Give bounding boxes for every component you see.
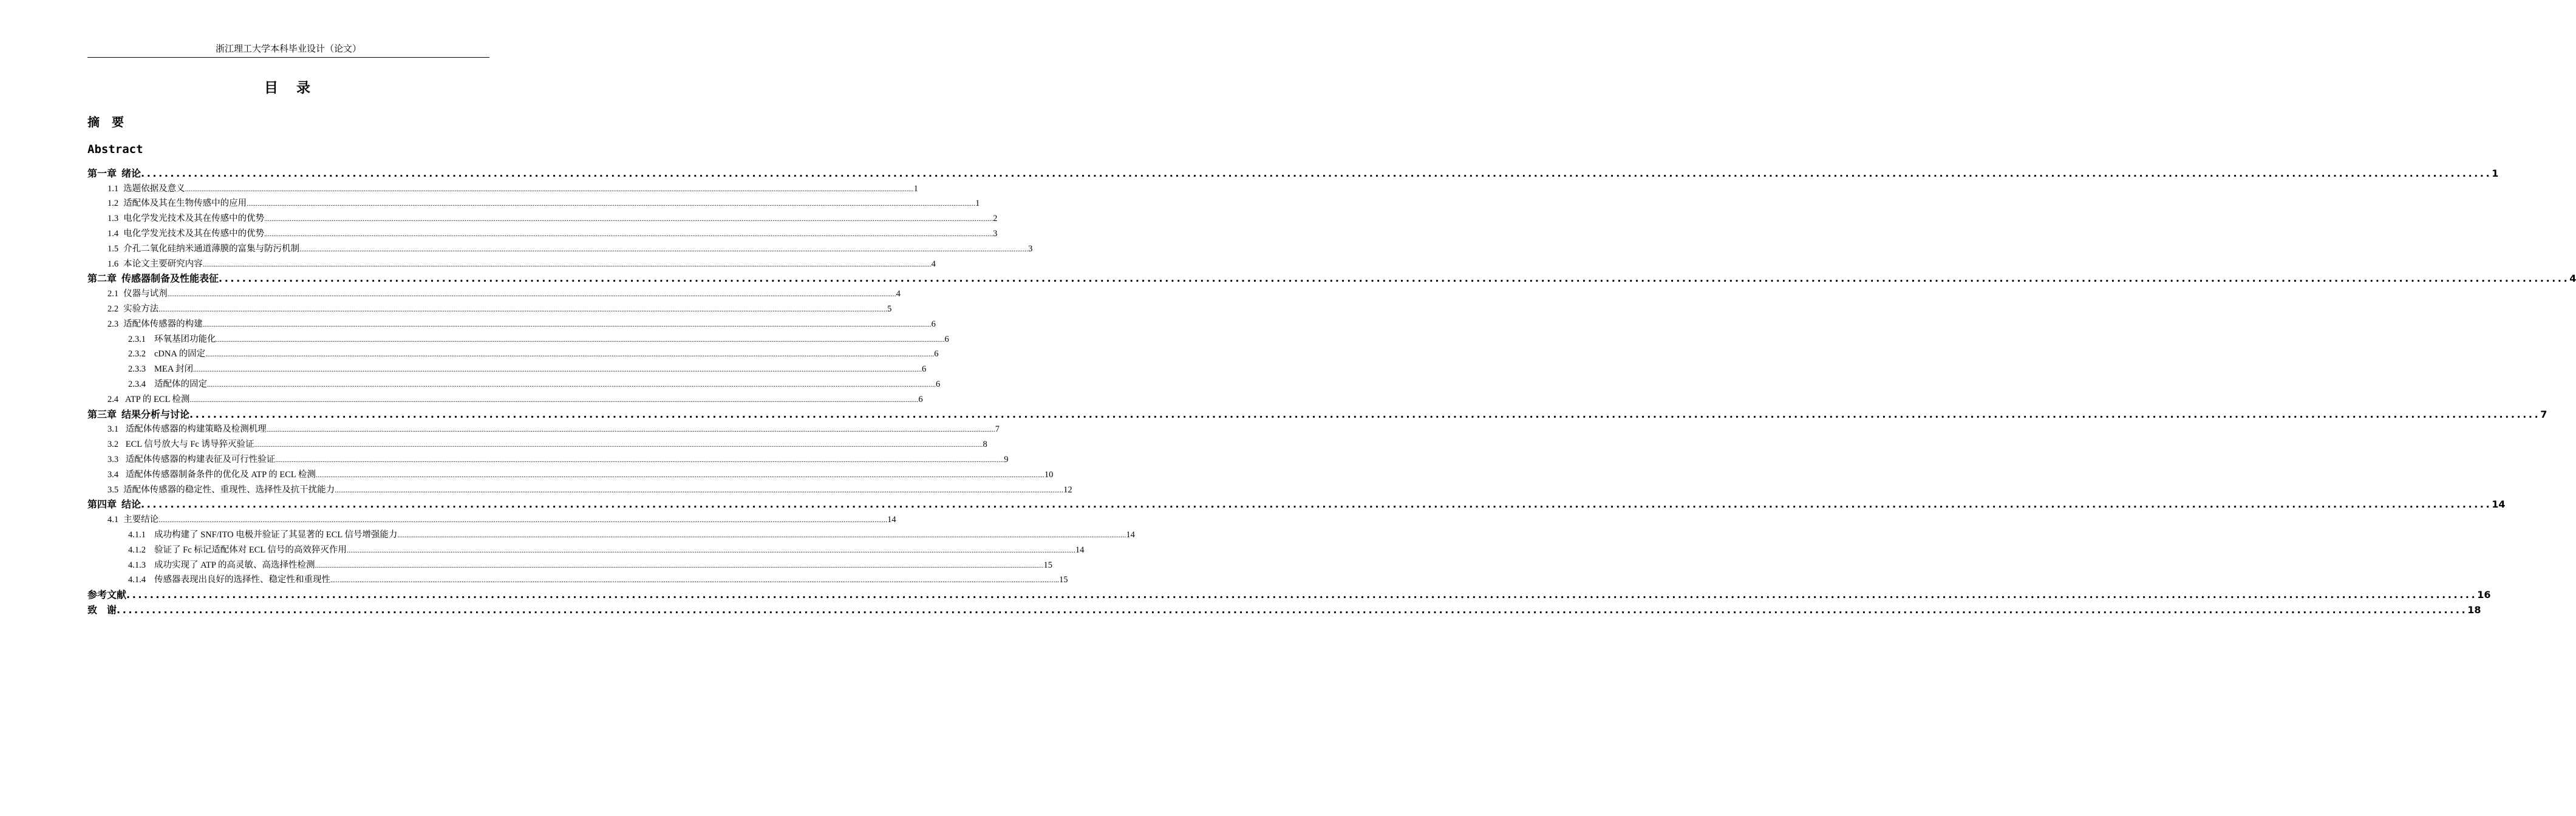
toc-entry-text: 适配体传感器的构建: [123, 319, 203, 329]
toc-entry-page: 2: [993, 214, 998, 224]
toc-entry-page: 15: [1043, 560, 1052, 570]
toc-entry-text: 绪论: [121, 167, 141, 179]
toc-entry-page: 12: [1063, 484, 1072, 495]
toc-list: [87, 165, 2576, 616]
toc-leader-dots: ................................................................................................................................................................................................................................................................................................................................................................................................................: [158, 304, 888, 313]
toc-entry-number: 1.1: [107, 183, 119, 194]
page-header: 浙江理工大学本科毕业设计（论文）: [87, 41, 489, 58]
toc-entry-number: 2.3.1: [128, 334, 146, 344]
toc-entry[interactable]: [87, 345, 939, 361]
toc-entry-page: 18: [2467, 604, 2481, 616]
toc-leader-dots: ................................................................................................................................................................................................................................................................................................................................................................................................................: [247, 199, 976, 208]
toc-entry-page: 3: [1028, 243, 1033, 254]
toc-entry-text: 实验方法: [123, 304, 159, 314]
toc-entry-page: 3: [993, 228, 998, 239]
toc-entry[interactable]: [87, 481, 1072, 496]
toc-entry-text: 介孔二氧化硅纳米通道薄膜的富集与防污机制: [123, 243, 300, 254]
toc-leader-dots: ................................................................................................................................................................................................................................................................................................................................................................................................................: [275, 455, 1004, 464]
toc-entry-page: 1: [975, 199, 980, 209]
toc-entry-text: 适配体及其在生物传感中的应用: [123, 199, 247, 209]
toc-leader-dots: ................................................................................................................................................................................................................................................................................................................................................................................................................: [264, 229, 993, 238]
toc-entry-page: 8: [983, 440, 987, 450]
toc-entry-title: [107, 213, 264, 225]
toc-leader-dots: ................................................................................................................................................................................................................................................................................................................................................................................................................: [266, 425, 995, 434]
toc-entry-title: [128, 574, 330, 586]
toc-entry[interactable]: [87, 390, 923, 406]
toc-entry-number: 4.1: [107, 515, 119, 525]
toc-entry-text: 环氧基团功能化: [154, 334, 216, 344]
toc-entry-title: [128, 545, 347, 556]
toc-entry-page: 6: [922, 364, 927, 375]
toc-leader-dots: ................................................................................................................................................................................................................................................................................................................................................................................................................: [315, 470, 1044, 479]
toc-entry[interactable]: [87, 586, 2491, 601]
toc-entry-page: 4: [2569, 273, 2576, 285]
toc-entry-title: [87, 589, 126, 601]
toc-entry-title: [128, 560, 315, 571]
toc-entry-page: 5: [887, 304, 892, 314]
toc-leader-dots: ................................................................................................................................................................................................................................................................................................................................................................................................................: [193, 365, 922, 374]
toc-leader-dots: ................................................................................................................................................................................................................................................................................................................................................................................................................: [141, 167, 2492, 179]
toc-entry[interactable]: [87, 285, 901, 300]
toc-title: [0, 76, 577, 97]
toc-entry[interactable]: [87, 406, 2547, 421]
toc-entry[interactable]: [87, 330, 949, 345]
toc-entry-number: 1.6: [107, 259, 119, 269]
toc-entry-number: 2.1: [107, 289, 119, 299]
toc-entry-number: 2.3.3: [128, 364, 146, 375]
toc-entry[interactable]: [87, 435, 987, 450]
toc-entry-title: [107, 228, 264, 240]
toc-entry-text: ATP 的 ECL 检测: [123, 394, 190, 404]
toc-entry[interactable]: [87, 225, 998, 240]
toc-entry-number: 3.3: [107, 454, 119, 464]
toc-title-char-2: 录: [296, 80, 313, 96]
toc-entry-page: 6: [918, 394, 923, 404]
toc-entry-number: 4.1.1: [128, 529, 146, 540]
toc-leader-dots: ................................................................................................................................................................................................................................................................................................................................................................................................................: [205, 350, 935, 359]
toc-entry-page: 16: [2477, 589, 2491, 601]
toc-leader-dots: ................................................................................................................................................................................................................................................................................................................................................................................................................: [207, 379, 936, 389]
toc-leader-dots: ................................................................................................................................................................................................................................................................................................................................................................................................................: [202, 259, 932, 268]
toc-entry-text: 适配体传感器的构建表征及可行性验证: [123, 454, 276, 464]
toc-entry-text: 适配体传感器的构建策略及检测机理: [123, 424, 267, 435]
toc-entry-text: 电化学发光技术及其在传感中的优势: [123, 214, 265, 224]
toc-entry-text: 本论文主要研究内容: [123, 259, 203, 269]
toc-entry-number: 2.2: [107, 304, 119, 314]
toc-entry-number: 4.1.3: [128, 560, 146, 570]
toc-leader-dots: ................................................................................................................................................................................................................................................................................................................................................................................................................: [189, 408, 2541, 420]
toc-entry-title: [128, 379, 207, 390]
toc-entry-title: [107, 304, 158, 315]
toc-entry-title: [87, 498, 141, 511]
toc-entry-number: 第二章: [87, 273, 117, 285]
toc-entry[interactable]: [87, 195, 980, 210]
toc-entry-title: [87, 273, 219, 285]
toc-entry[interactable]: [87, 541, 1085, 556]
toc-leader-dots: ................................................................................................................................................................................................................................................................................................................................................................................................................: [254, 440, 983, 449]
toc-entry[interactable]: [87, 255, 936, 270]
toc-leader-dots: ................................................................................................................................................................................................................................................................................................................................................................................................................: [264, 214, 993, 223]
toc-entry[interactable]: [87, 209, 998, 225]
toc-entry-title: [87, 604, 117, 616]
toc-entry-text: 选题依据及意义: [123, 183, 185, 194]
toc-entry-page: 9: [1004, 454, 1009, 464]
toc-leader-dots: ................................................................................................................................................................................................................................................................................................................................................................................................................: [315, 560, 1044, 570]
toc-leader-dots: ................................................................................................................................................................................................................................................................................................................................................................................................................: [189, 395, 919, 404]
toc-entry-page: 7: [2540, 408, 2547, 420]
toc-entry-title: [128, 334, 216, 345]
toc-entry-page: 10: [1044, 469, 1054, 480]
toc-entry-number: 2.3: [107, 319, 119, 329]
toc-entry-page: 6: [934, 349, 939, 359]
toc-entry-title: [107, 514, 158, 526]
toc-entry-text: 致 谢: [87, 604, 117, 616]
toc-entry-number: 第三章: [87, 408, 117, 420]
toc-entry-page: 6: [931, 319, 936, 329]
toc-leader-dots: ................................................................................................................................................................................................................................................................................................................................................................................................................: [202, 319, 932, 328]
toc-entry[interactable]: [87, 375, 941, 390]
toc-entry-page: 14: [1075, 545, 1085, 555]
toc-leader-dots: ................................................................................................................................................................................................................................................................................................................................................................................................................: [126, 589, 2478, 601]
toc-entry-text: MEA 封闭: [154, 364, 194, 375]
toc-entry[interactable]: [87, 556, 1052, 571]
toc-leader-dots: ................................................................................................................................................................................................................................................................................................................................................................................................................: [216, 335, 945, 344]
toc-entry[interactable]: [87, 165, 2499, 180]
toc-leader-dots: ................................................................................................................................................................................................................................................................................................................................................................................................................: [335, 485, 1064, 494]
toc-entry-text: 适配体传感器制备条件的优化及 ATP 的 ECL 检测: [123, 469, 316, 480]
toc-entry-page: 15: [1059, 575, 1068, 585]
toc-entry-title: [107, 469, 316, 481]
toc-entry[interactable]: [87, 270, 2576, 285]
toc-entry-page: 14: [2492, 498, 2506, 511]
toc-entry-page: 14: [1126, 529, 1135, 540]
toc-entry-title: [107, 424, 267, 435]
toc-entry-text: 传感器制备及性能表征: [121, 273, 219, 285]
toc-leader-dots: ................................................................................................................................................................................................................................................................................................................................................................................................................: [219, 273, 2570, 285]
toc-entry-number: 1.2: [107, 199, 119, 209]
toc-entry[interactable]: [87, 601, 2481, 616]
toc-entry-number: 3.4: [107, 469, 119, 480]
toc-entry[interactable]: [87, 180, 918, 195]
toc-entry-number: 3.2: [107, 440, 119, 450]
toc-entry-number: 3.5: [107, 484, 119, 495]
toc-entry-number: 2.3.2: [128, 349, 146, 359]
toc-entry-title: [107, 439, 254, 450]
toc-entry-title: [107, 319, 203, 330]
toc-entry-page: 6: [944, 334, 949, 344]
toc-entry-text: cDNA 的固定: [154, 349, 206, 359]
toc-entry-title: [128, 348, 205, 360]
toc-entry-title: [128, 529, 397, 541]
toc-entry[interactable]: [87, 450, 1009, 466]
toc-entry-text: 验证了 Fc 标记适配体对 ECL 信号的高效猝灭作用: [154, 545, 347, 555]
toc-entry-number: 2.4: [107, 394, 119, 404]
toc-entry[interactable]: [87, 571, 1068, 586]
toc-entry-title: [87, 409, 189, 421]
toc-entry-page: 1: [2492, 167, 2499, 179]
toc-leader-dots: ................................................................................................................................................................................................................................................................................................................................................................................................................: [346, 545, 1075, 554]
toc-leader-dots: ................................................................................................................................................................................................................................................................................................................................................................................................................: [141, 498, 2492, 511]
abstract-cn-heading: 摘 要: [87, 115, 124, 129]
toc-entry-title: [107, 484, 335, 496]
toc-entry-page: 7: [995, 424, 1000, 435]
toc-entry-page: 1: [913, 183, 918, 194]
toc-entry[interactable]: [87, 300, 892, 315]
toc-leader-dots: ................................................................................................................................................................................................................................................................................................................................................................................................................: [330, 576, 1059, 585]
toc-entry[interactable]: [87, 315, 936, 330]
toc-entry-page: 4: [931, 259, 936, 269]
toc-entry-text: 仪器与试剂: [123, 289, 168, 299]
toc-entry[interactable]: [87, 511, 896, 526]
toc-entry-page: 4: [896, 289, 901, 299]
toc-entry-number: 第一章: [87, 167, 117, 179]
toc-leader-dots: ................................................................................................................................................................................................................................................................................................................................................................................................................: [397, 530, 1126, 539]
toc-leader-dots: ................................................................................................................................................................................................................................................................................................................................................................................................................: [158, 515, 888, 525]
toc-entry-number: 2.3.4: [128, 379, 146, 389]
abstract-en-heading: Abstract: [87, 143, 143, 156]
toc-entry-title: [128, 364, 193, 375]
toc-entry-text: 主要结论: [123, 515, 159, 525]
toc-entry-title: [107, 288, 168, 300]
toc-entry-text: 参考文献: [87, 589, 127, 601]
toc-entry-text: 结果分析与讨论: [121, 408, 190, 420]
toc-entry-page: 6: [936, 379, 941, 389]
toc-entry[interactable]: [87, 421, 1000, 436]
toc-entry-title: [107, 394, 189, 406]
toc-leader-dots: ................................................................................................................................................................................................................................................................................................................................................................................................................: [185, 184, 914, 193]
toc-leader-dots: ................................................................................................................................................................................................................................................................................................................................................................................................................: [167, 290, 896, 299]
toc-entry-text: 传感器表现出良好的选择性、稳定性和重现性: [154, 575, 330, 585]
toc-entry-text: 成功构建了 SNF/ITO 电极并验证了其显著的 ECL 信号增强能力: [154, 529, 398, 540]
toc-entry-text: 成功实现了 ATP 的高灵敏、高选择性检测: [154, 560, 315, 570]
toc-title-char-1: 目: [264, 80, 281, 96]
toc-entry-number: 4.1.2: [128, 545, 146, 555]
toc-entry[interactable]: [87, 466, 1054, 481]
toc-entry[interactable]: [87, 526, 1135, 541]
toc-entry[interactable]: [87, 496, 2506, 511]
toc-entry-text: 适配体的固定: [154, 379, 207, 389]
toc-entry-number: 1.4: [107, 228, 119, 239]
toc-entry-title: [107, 243, 299, 255]
toc-entry-title: [107, 454, 275, 466]
toc-entry-text: 适配体传感器的稳定性、重现性、选择性及抗干扰能力: [123, 484, 335, 495]
toc-entry-number: 第四章: [87, 498, 117, 511]
toc-entry-number: 1.3: [107, 214, 119, 224]
toc-leader-dots: ................................................................................................................................................................................................................................................................................................................................................................................................................: [299, 244, 1029, 253]
toc-entry-number: 3.1: [107, 424, 119, 435]
toc-entry-title: [107, 259, 203, 270]
toc-entry-number: 4.1.4: [128, 575, 146, 585]
toc-entry-number: 1.5: [107, 243, 119, 254]
toc-entry[interactable]: [87, 360, 927, 375]
toc-entry-title: [107, 183, 185, 195]
toc-leader-dots: ................................................................................................................................................................................................................................................................................................................................................................................................................: [117, 604, 2468, 616]
toc-entry-text: ECL 信号放大与 Fc 诱导猝灭验证: [123, 440, 254, 450]
toc-entry-page: 14: [887, 515, 896, 525]
toc-entry-text: 结论: [121, 498, 141, 511]
toc-entry-text: 电化学发光技术及其在传感中的优势: [123, 228, 265, 239]
toc-entry-title: [87, 168, 141, 180]
toc-entry[interactable]: [87, 240, 1033, 255]
toc-entry-title: [107, 198, 247, 209]
